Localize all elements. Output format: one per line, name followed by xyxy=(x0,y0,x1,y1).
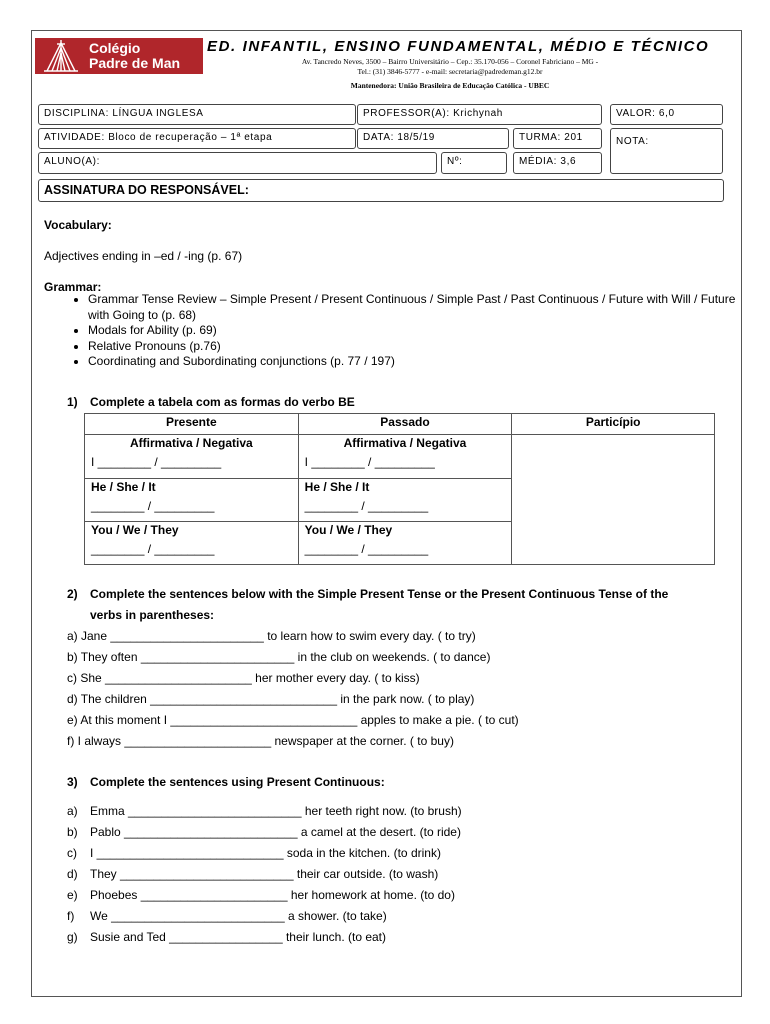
grammar-item: • Relative Pronouns (p.76) xyxy=(88,339,758,355)
q1-title: Complete a tabela com as formas do verbo BE xyxy=(90,395,355,409)
q2-item: f) I always ______________________ newspaper at the corner. ( to buy) xyxy=(67,734,454,748)
q3-item-letter: c) xyxy=(67,846,77,860)
grammar-item: • Coordinating and Subordinating conjunctions (p. 77 / 197) xyxy=(88,354,758,370)
q3-item: Susie and Ted _________________ their lunch. (to eat) xyxy=(90,930,387,944)
verb-be-table xyxy=(84,413,715,565)
q2-item: b) They often _______________________ in the club on weekends. ( to dance) xyxy=(67,650,491,664)
q3-item-letter: d) xyxy=(67,867,78,881)
cell-passado-i[interactable]: Affirmativa / Negativa I ________ / _________ xyxy=(298,435,512,479)
grammar-heading: Grammar: xyxy=(44,280,102,294)
grammar-list xyxy=(60,292,758,370)
vocabulary-heading: Vocabulary: xyxy=(44,218,112,232)
school-logo xyxy=(35,38,203,74)
q3-title: Complete the sentences using Present Continuous: xyxy=(90,775,385,789)
q2-item: c) She ______________________ her mother every day. ( to kiss) xyxy=(67,671,420,685)
q3-item: They __________________________ their car outside. (to wash) xyxy=(90,867,439,881)
turma-field: TURMA: 201 xyxy=(513,128,602,149)
maintainer-line: Mantenedora: União Brasileira de Educação Católica - UBEC xyxy=(350,81,550,90)
vocabulary-item: Adjectives ending in –ed / -ing (p. 67) xyxy=(44,249,243,263)
q3-item-letter: b) xyxy=(67,825,78,839)
data-field: DATA: 18/5/19 xyxy=(357,128,509,149)
q3-item: We __________________________ a shower. (to take) xyxy=(90,909,387,923)
q2-item: e) At this moment I ____________________________ apples to make a pie. ( to cut) xyxy=(67,713,519,727)
col-header-passado: Passado xyxy=(298,414,512,435)
q3-item: Pablo __________________________ a camel at the desert. (to ride) xyxy=(90,825,461,839)
cathedral-icon xyxy=(41,40,81,72)
cell-passado-you[interactable]: You / We / They ________ / _________ xyxy=(298,522,512,565)
cell-presente-you[interactable]: You / We / They ________ / _________ xyxy=(85,522,299,565)
q3-item-letter: a) xyxy=(67,804,78,818)
col-header-participio: Particípio xyxy=(512,414,715,435)
atividade-field: ATIVIDADE: Bloco de recuperação – 1ª etapa xyxy=(38,128,356,149)
cell-participio[interactable] xyxy=(512,435,715,565)
address-line: Av. Tancredo Neves, 3500 – Bairro Universitário – Cep.: 35.170-056 – Coronel Fabriciano – MG - xyxy=(301,57,599,66)
valor-field: VALOR: 6,0 xyxy=(610,104,723,125)
q3-item-letter: e) xyxy=(67,888,78,902)
professor-field: PROFESSOR(A): Krichynah xyxy=(357,104,602,125)
contact-line: Tel.: (31) 3846-5777 - e-mail: secretaria@padredeman.g12.br xyxy=(357,67,543,76)
q3-item: Emma __________________________ her teeth right now. (to brush) xyxy=(90,804,462,818)
q2-item: a) Jane _______________________ to learn how to swim every day. ( to try) xyxy=(67,629,476,643)
q2-title: Complete the sentences below with the Simple Present Tense or the Present Continuous Tense of the xyxy=(90,587,669,601)
numero-field[interactable]: Nº: xyxy=(441,152,507,174)
q2-number: 2) xyxy=(67,587,78,601)
cell-presente-i[interactable]: Affirmativa / Negativa I ________ / _________ xyxy=(85,435,299,479)
school-title: ED. INFANTIL, ENSINO FUNDAMENTAL, MÉDIO E TÉCNICO xyxy=(207,38,710,55)
q3-item: Phoebes ______________________ her homework at home. (to do) xyxy=(90,888,455,902)
grammar-item: • Modals for Ability (p. 69) xyxy=(88,323,758,339)
q1-number: 1) xyxy=(67,395,78,409)
media-field: MÉDIA: 3,6 xyxy=(513,152,602,174)
logo-text: Colégio Padre de Man xyxy=(89,40,181,71)
disciplina-field: DISCIPLINA: LÍNGUA INGLESA xyxy=(38,104,356,125)
q2-title-cont: verbs in parentheses: xyxy=(90,608,215,622)
cell-passado-he[interactable]: He / She / It ________ / _________ xyxy=(298,479,512,522)
grammar-item: • Grammar Tense Review – Simple Present / Present Continuous / Simple Past / Past Continuous / Future with Will / Future with Going to (p. 68) xyxy=(88,292,758,323)
q2-item: d) The children ____________________________ in the park now. ( to play) xyxy=(67,692,475,706)
col-header-presente: Presente xyxy=(85,414,299,435)
q3-item: I ____________________________ soda in the kitchen. (to drink) xyxy=(90,846,441,860)
q3-number: 3) xyxy=(67,775,78,789)
q3-item-letter: f) xyxy=(67,909,75,923)
aluno-field[interactable]: ALUNO(A): xyxy=(38,152,437,174)
cell-presente-he[interactable]: He / She / It ________ / _________ xyxy=(85,479,299,522)
signature-field[interactable]: ASSINATURA DO RESPONSÁVEL: xyxy=(38,179,724,202)
nota-field: NOTA: xyxy=(610,128,723,174)
q3-item-letter: g) xyxy=(67,930,78,944)
